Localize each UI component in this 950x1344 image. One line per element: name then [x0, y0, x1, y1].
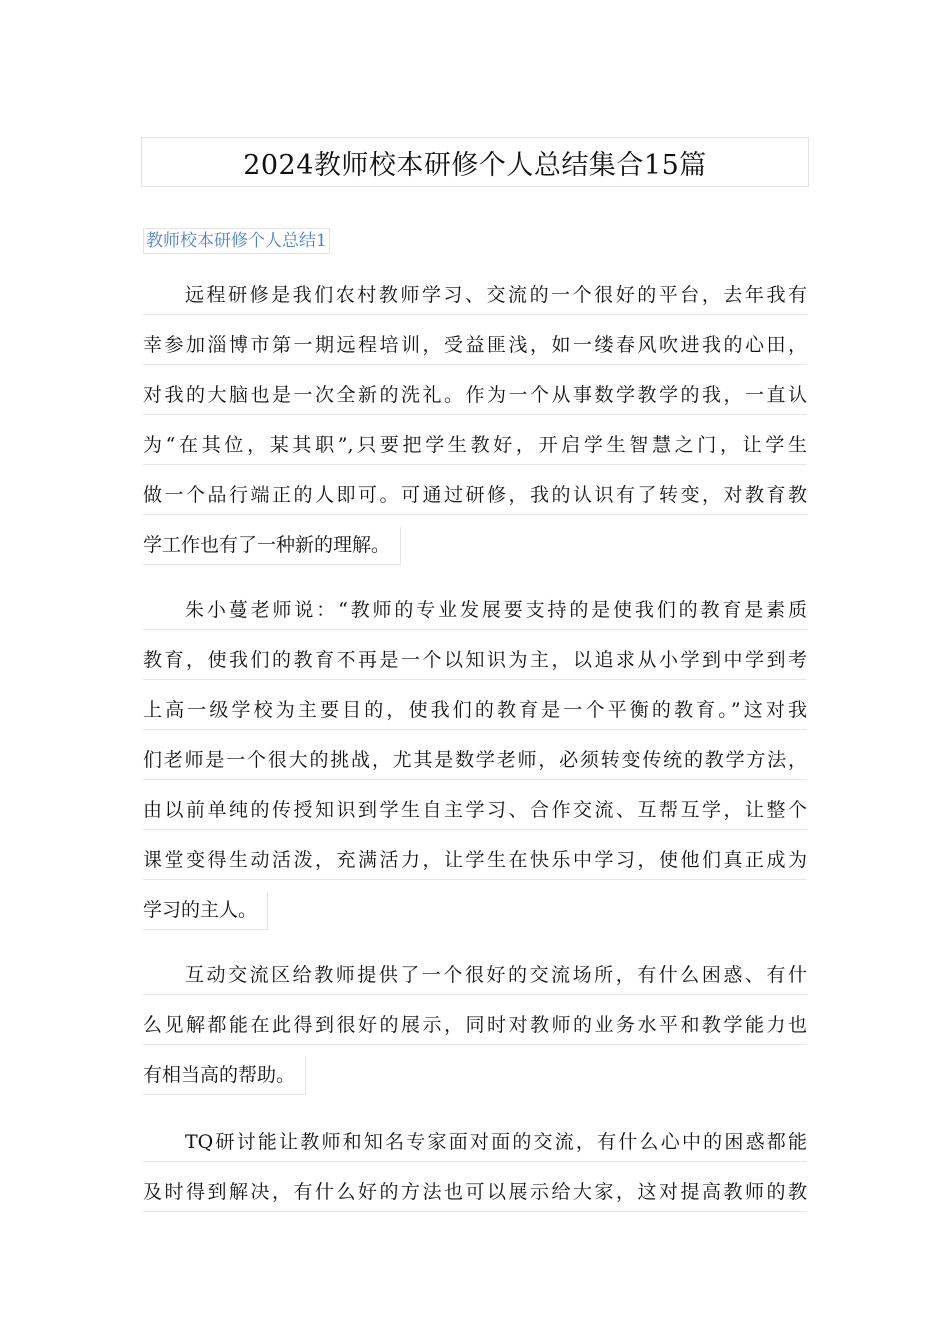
paragraph-line: 及时得到解决，有什么好的方法也可以展示给大家，这对提高教师的教	[143, 1174, 807, 1212]
paragraph-2	[143, 592, 807, 946]
paragraph-line: 上高一级学校为主要目的，使我们的教育是一个平衡的教育。”这对我	[143, 692, 807, 730]
section-heading[interactable]	[143, 228, 330, 254]
document-title-text: 2024教师校本研修个人总结集合15篇	[243, 149, 707, 181]
section-heading-text: 教师校本研修个人总结1	[146, 231, 327, 251]
paragraph-line: 由以前单纯的传授知识到学生自主学习、合作交流、互帮互学，让整个	[143, 792, 807, 830]
paragraph-1	[143, 277, 807, 581]
paragraph-line: 幸参加淄博市第一期远程培训，受益匪浅，如一缕春风吹进我的心田，	[143, 327, 807, 365]
paragraph-line: 为“在其位，某其职”,只要把学生教好，开启学生智慧之门，让学生	[143, 427, 807, 465]
paragraph-4	[143, 1124, 807, 1224]
paragraph-line: 教育，使我们的教育不再是一个以知识为主，以追求从小学到中学到考	[143, 642, 807, 680]
paragraph-line: 有相当高的帮助。	[143, 1057, 306, 1095]
document-title	[141, 137, 809, 187]
paragraph-line: 做一个品行端正的人即可。可通过研修，我的认识有了转变，对教育教	[143, 477, 807, 515]
paragraph-line: 们老师是一个很大的挑战，尤其是数学老师，必须转变传统的教学方法，	[143, 742, 807, 780]
paragraph-line: 学习的主人。	[143, 892, 268, 930]
paragraph-line: 对我的大脑也是一次全新的洗礼。作为一个从事数学教学的我，一直认	[143, 377, 807, 415]
paragraph-line: TQ研讨能让教师和知名专家面对面的交流，有什么心中的困惑都能	[143, 1124, 807, 1162]
paragraph-line: 互动交流区给教师提供了一个很好的交流场所，有什么困惑、有什	[143, 957, 807, 995]
paragraph-line: 远程研修是我们农村教师学习、交流的一个很好的平台，去年我有	[143, 277, 807, 315]
paragraph-line: 学工作也有了一种新的理解。	[143, 527, 401, 565]
paragraph-line: 朱小蔓老师说：“教师的专业发展要支持的是使我们的教育是素质	[143, 592, 807, 630]
paragraph-3	[143, 957, 807, 1111]
paragraph-line: 么见解都能在此得到很好的展示，同时对教师的业务水平和教学能力也	[143, 1007, 807, 1045]
paragraph-line: 课堂变得生动活泼，充满活力，让学生在快乐中学习，使他们真正成为	[143, 842, 807, 880]
